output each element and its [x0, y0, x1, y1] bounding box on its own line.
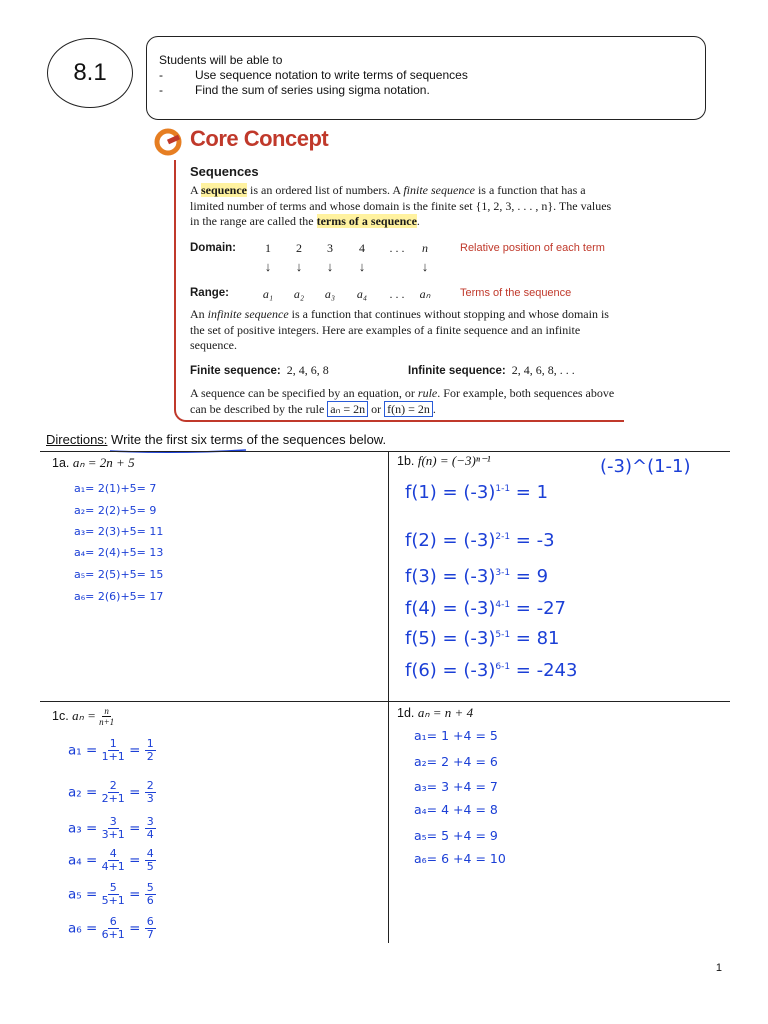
- rule-an-boxed: aₙ = 2n: [327, 401, 368, 417]
- core-concept-title: Core Concept: [190, 126, 329, 151]
- problem-1d-work-line: a₅= 5 +4 = 9: [414, 828, 498, 843]
- problem-1a-work-line: a₅= 2(5)+5= 15: [74, 568, 164, 581]
- core-concept-panel: [170, 124, 626, 426]
- range-value: a₃: [324, 287, 336, 301]
- concept-heading: Sequences: [190, 164, 259, 179]
- objective-item: - Use sequence notation to write terms of sequences: [159, 68, 705, 83]
- problem-1d-work-line: a₂= 2 +4 = 6: [414, 754, 498, 769]
- problem-1a-work-line: a₃= 2(3)+5= 11: [74, 525, 164, 538]
- problem-1d-work-line: a₄= 4 +4 = 8: [414, 802, 498, 817]
- problem-1d-work-line: a₃= 3 +4 = 7: [414, 779, 498, 794]
- grid-vertical-line: [388, 451, 389, 943]
- section-number: 8.1: [73, 59, 107, 86]
- problem-1a-work-line: a₁= 2(1)+5= 7: [74, 482, 157, 495]
- problem-1c-work-line: a₆ = $\frac{6}{6+1}$ = $\frac{6}{7}$: [68, 915, 154, 941]
- page-number: 1: [715, 962, 722, 974]
- problem-1b-work-line: $f(3) = (-3)^{3-1} = 9$: [405, 566, 549, 587]
- problem-1a-work-line: a₂= 2(2)+5= 9: [74, 504, 157, 517]
- domain-value: 4: [359, 241, 365, 255]
- down-arrow-icon: ↓: [326, 259, 334, 274]
- problem-1b-work-line: $f(2) = (-3)^{2-1} = -3$: [405, 530, 555, 551]
- directions-text: Write the first six terms of the sequences below.: [107, 432, 387, 447]
- domain-value: 3: [327, 241, 333, 255]
- domain-value: 2: [296, 241, 302, 255]
- domain-value: . . .: [389, 241, 405, 255]
- range-label: Range:: [190, 287, 229, 299]
- problem-1c-work-line: a₂ = $\frac{2}{2+1}$ = $\frac{2}{3}$: [68, 779, 154, 805]
- problem-1a-work-line: a₆= 2(6)+5= 17: [74, 590, 164, 603]
- problem-1c-header: 1c. aₙ = $\frac{n}{n+1}$: [52, 706, 115, 727]
- objectives-box: [146, 36, 706, 120]
- problem-1b-work-line: $f(1) = (-3)^{1-1} = 1$: [405, 482, 549, 503]
- problem-1a-header: 1a. aₙ = 2n + 5: [52, 455, 135, 470]
- rule-paragraph: A sequence can be specified by an equation, or rule. For example, both sequences above can be described by the rule aₙ = 2n or f(n) = 2n .: [190, 386, 615, 416]
- down-arrow-icon: ↓: [264, 259, 272, 274]
- problem-1c-work-line: a₁ = $\frac{1}{1+1}$ = $\frac{1}{2}$: [68, 737, 154, 763]
- problem-1b-work-line: $f(6) = (-3)^{6-1} = -243$: [405, 660, 578, 681]
- down-arrow-icon: ↓: [295, 259, 303, 274]
- domain-value: n: [422, 241, 428, 255]
- grid-top-line: [40, 451, 730, 452]
- down-arrow-icon: ↓: [421, 259, 429, 274]
- grid-middle-line: [40, 701, 730, 702]
- problem-1d-header: 1d. aₙ = n + 4: [397, 705, 474, 720]
- objective-item: - Find the sum of series using sigma notation.: [159, 83, 705, 98]
- core-concept-logo-icon: [154, 128, 182, 156]
- problem-1b-side-note: (-3)^(1-1): [600, 456, 691, 477]
- range-value: a₁: [262, 287, 274, 301]
- section-number-badge: [47, 38, 133, 108]
- range-value: a₂: [293, 287, 305, 301]
- objectives-intro: Students will be able to: [159, 53, 283, 67]
- problem-1c-work-line: a₅ = $\frac{5}{5+1}$ = $\frac{5}{6}$: [68, 881, 154, 907]
- directions-label: Directions:: [46, 432, 108, 447]
- concept-definition: A sequence is an ordered list of numbers. A finite sequence is a function that has a limited number of terms and whose domain is the finite set {1, 2, 3, . . . , n}. The values in the range are called the terms of a sequence.: [190, 183, 612, 228]
- range-value: . . .: [389, 287, 405, 301]
- range-note: Terms of the sequence: [460, 287, 572, 299]
- sequence-examples: Finite sequence: 2, 4, 6, 8 Infinite sequence: 2, 4, 6, 8, . . .: [190, 363, 575, 377]
- down-arrow-icon: ↓: [358, 259, 366, 274]
- domain-note: Relative position of each term: [460, 242, 605, 254]
- range-value: a₄: [356, 287, 368, 301]
- directions: [46, 432, 386, 447]
- problem-1d-work-line: a₁= 1 +4 = 5: [414, 728, 498, 743]
- problem-1a-work-line: a₄= 2(4)+5= 13: [74, 546, 164, 559]
- problem-1c-work-line: a₃ = $\frac{3}{3+1}$ = $\frac{3}{4}$: [68, 815, 154, 841]
- domain-label: Domain:: [190, 242, 236, 254]
- domain-value: 1: [265, 241, 271, 255]
- infinite-definition: An infinite sequence is a function that continues without stopping and whose domain is the set of positive integers. Here are examples of a finite sequence and an infinite sequence.: [190, 307, 609, 352]
- problem-1b-work-line: $f(4) = (-3)^{4-1} = -27$: [405, 598, 566, 619]
- range-value: aₙ: [419, 287, 431, 301]
- problem-1d-work-line: a₆= 6 +4 = 10: [414, 851, 506, 866]
- rule-fn-boxed: f(n) = 2n: [384, 401, 433, 417]
- problem-1b-work-line: $f(5) = (-3)^{5-1} = 81$: [405, 628, 560, 649]
- problem-1b-header: 1b. f(n) = (−3)ⁿ⁻¹: [397, 453, 491, 468]
- problem-1c-work-line: a₄ = $\frac{4}{4+1}$ = $\frac{4}{5}$: [68, 847, 154, 873]
